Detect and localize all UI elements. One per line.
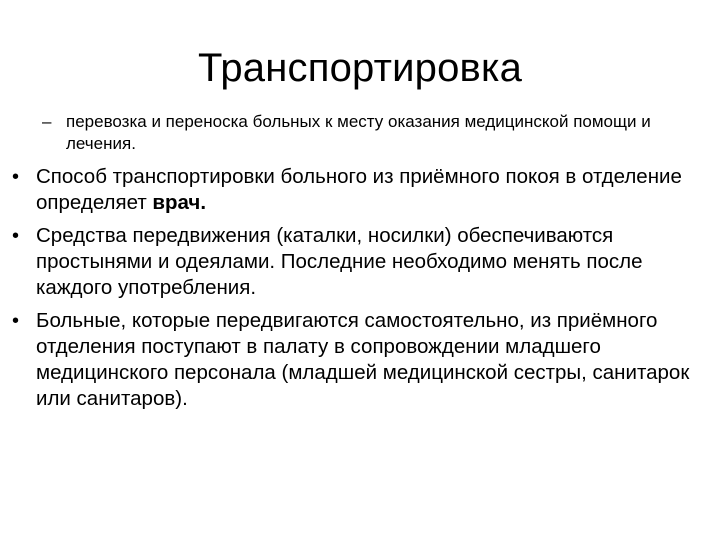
bullet-item-equipment [10,223,714,301]
bullet-dot-icon: • [12,310,20,332]
bullet-dot-icon: • [12,225,20,247]
subtitle-text: перевозка и переноска больных к месту оказания медицинской помощи и лечения. [66,112,651,153]
bullet-text: Способ транспортировки больного из приёмного покоя в отделение определяет [36,165,682,214]
slide-title: Транспортировка [197,46,523,90]
subtitle [42,111,682,155]
bullet-text: Больные, которые передвигаются самостоятельно, из приёмного отделения поступают в палату в сопровождении младшего медицинского персонала (младшей медицинской сестры, санитарок или санитаров). [36,309,690,410]
bullet-item-doctor [10,164,714,216]
bullet-dot-icon: • [12,166,20,188]
bullet-list [10,164,714,419]
bullet-text: Средства передвижения (каталки, носилки) обеспечиваются простынями и одеялами. Последние необходимо менять после каждого употребления. [36,224,643,299]
subtitle-dash: – [42,112,52,131]
bullet-item-patients [10,308,714,412]
bullet-bold-text: врач. [152,191,207,214]
